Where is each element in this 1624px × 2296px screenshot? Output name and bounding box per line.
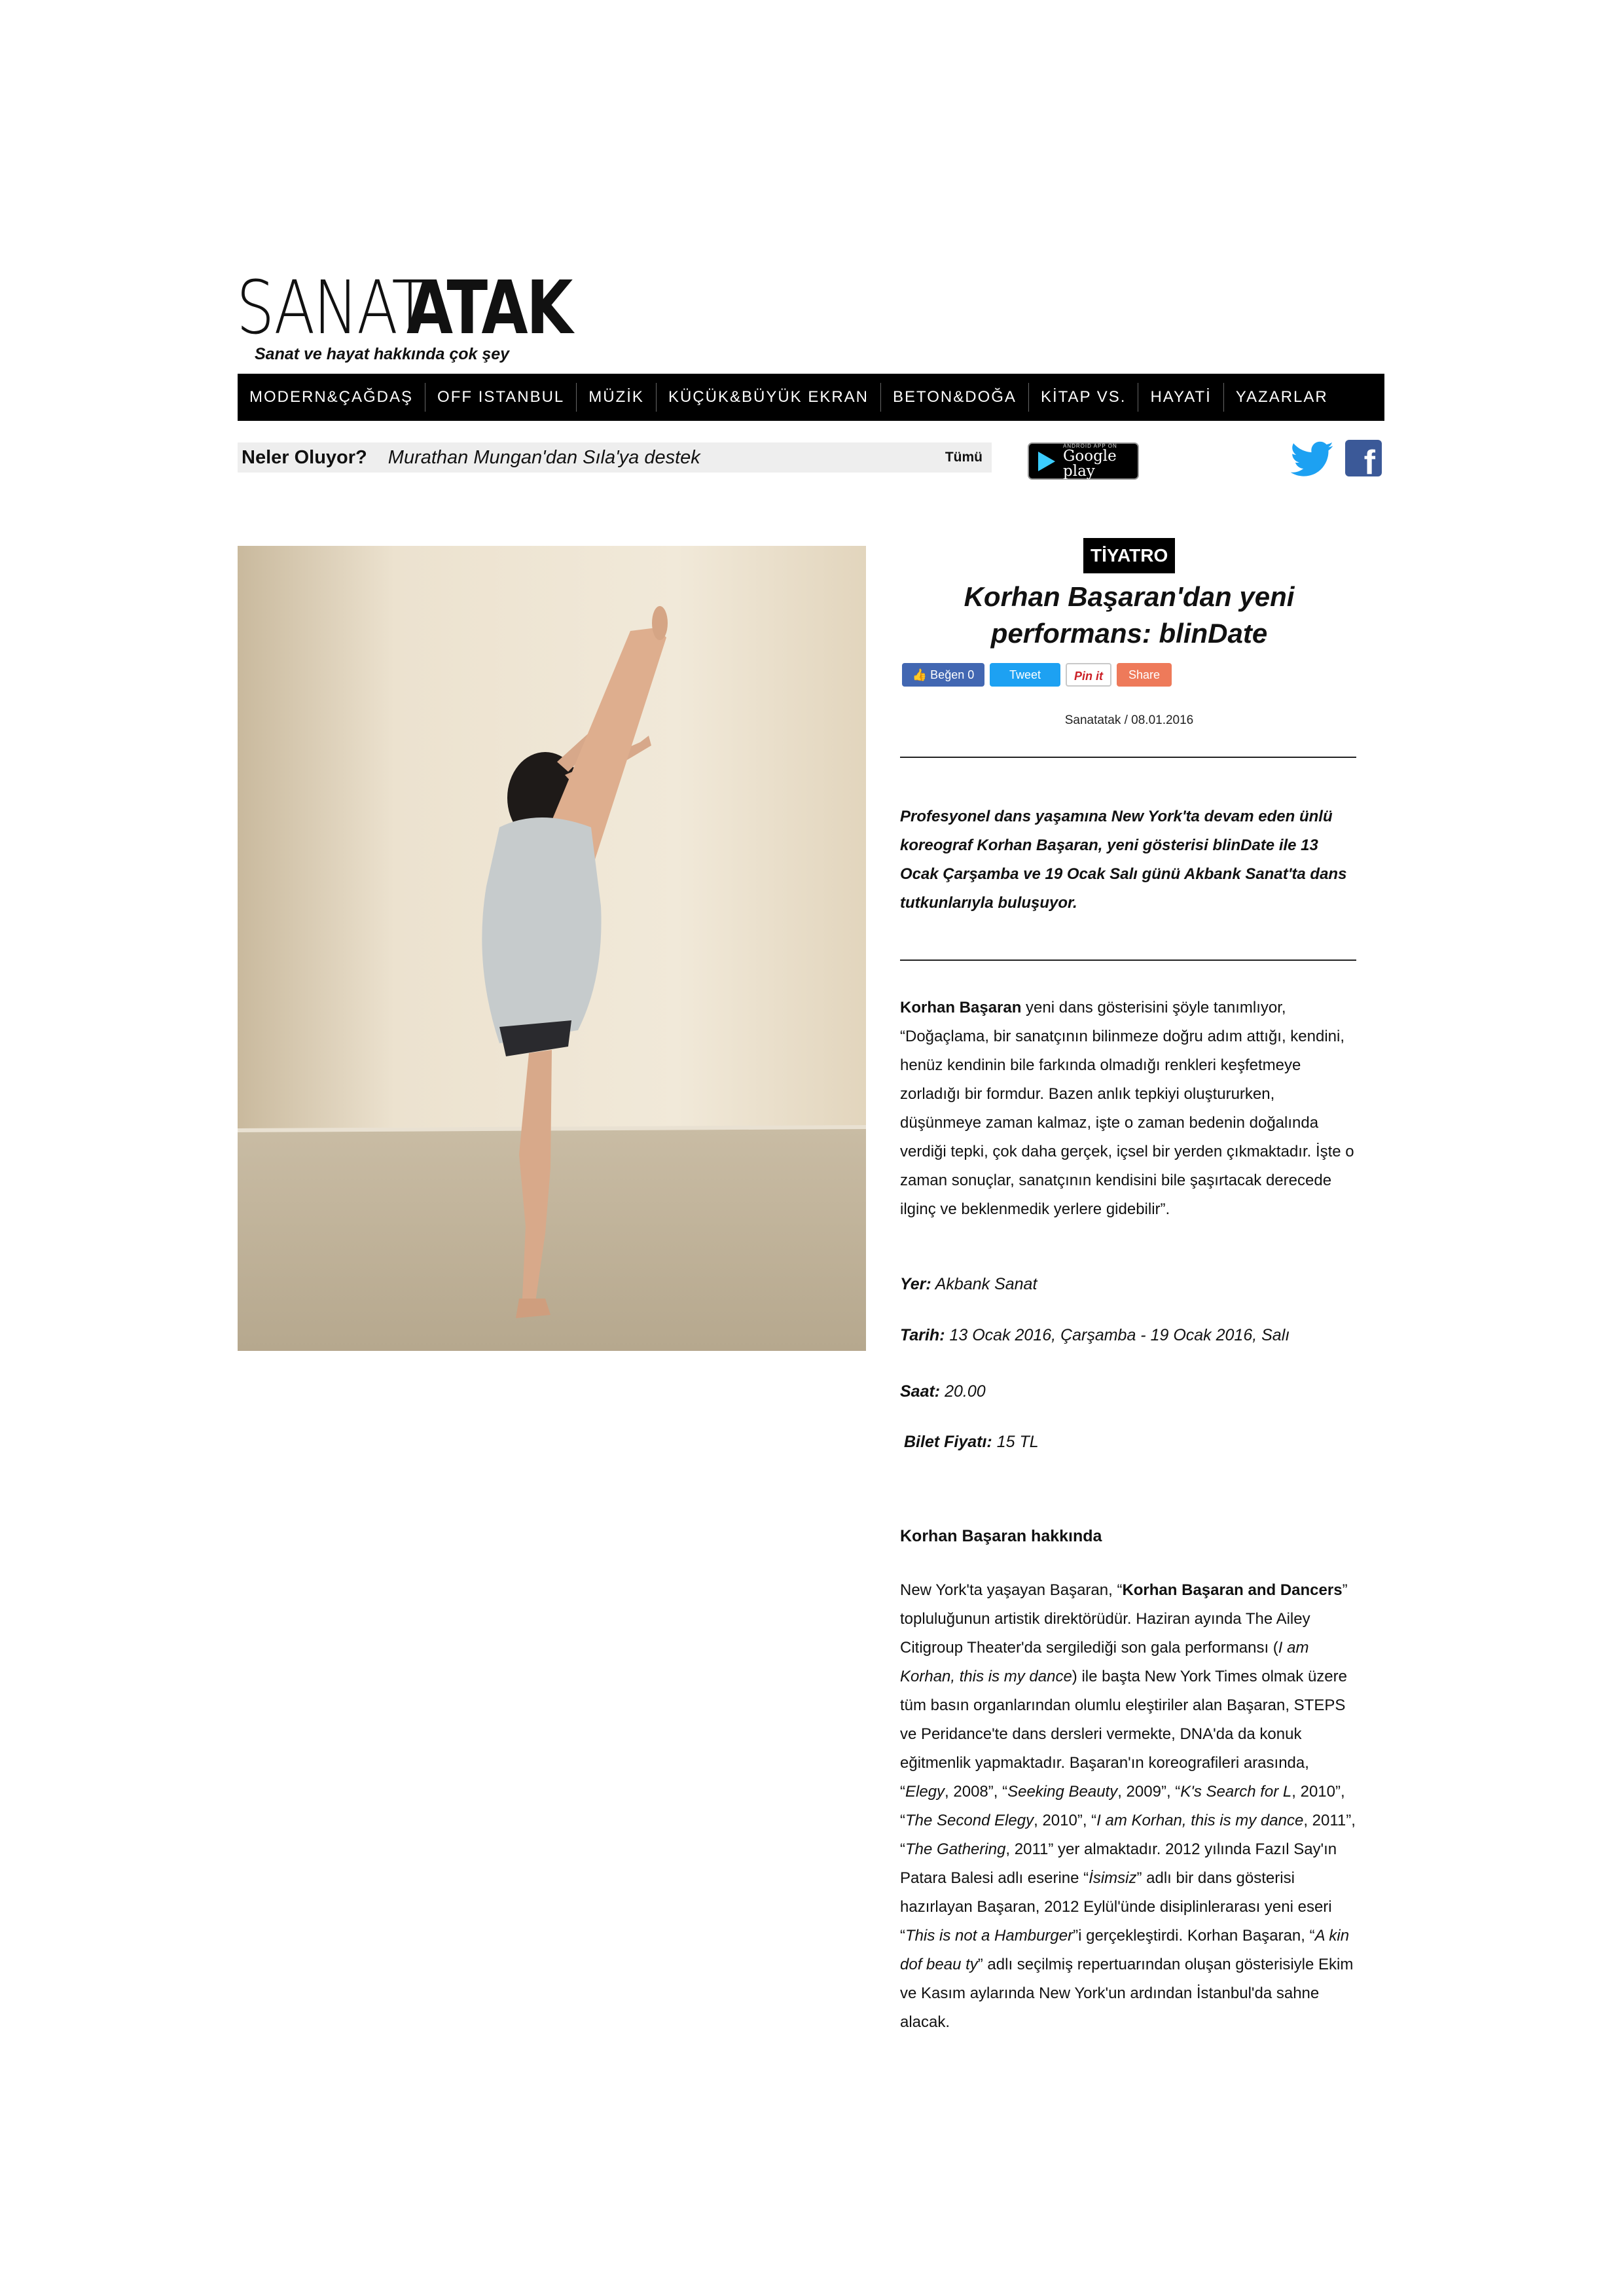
- ticker-label: Neler Oluyor?: [242, 446, 367, 468]
- logo-light-text: SANAT: [236, 266, 427, 351]
- article-photo: [238, 546, 866, 1351]
- nav-item-off-istanbul[interactable]: OFF ISTANBUL: [425, 383, 577, 412]
- about-italic-part: K's Search for L: [1180, 1783, 1292, 1801]
- share-label: Share: [1128, 668, 1161, 681]
- share-button[interactable]: [1117, 663, 1172, 687]
- about-italic-part: This is not a Hamburger: [905, 1927, 1074, 1945]
- info-place-label: Yer:: [900, 1275, 931, 1293]
- article-title-line-2: performans: blinDate: [990, 618, 1268, 649]
- site-logo[interactable]: [236, 266, 607, 351]
- info-time-label: Saat:: [900, 1382, 941, 1401]
- tweet-button[interactable]: [990, 663, 1060, 687]
- about-text-part: ”i gerçekleştirdi. Korhan Başaran, “: [1073, 1927, 1315, 1945]
- about-italic-part: Elegy: [905, 1783, 945, 1801]
- about-text-part: , 2009”, “: [1117, 1783, 1181, 1801]
- info-price-label: Bilet Fiyatı:: [904, 1433, 992, 1451]
- body-text: yeni dans gösterisini şöyle tanımlıyor, “Doğaçlama, bir sanatçının bilinmeze doğru adım attığı, kendini, henüz kendinin bile farkında olmadığı renkleri keşfetmeye zorladığı bir formdur. Bazen anlık tepkiyi oluştururken, düşünmeye zaman kalmaz, işte o zaman bedenin doğalında verdiği tepki, çok daha gerçek, içsel bir yerden çıkmaktadır. İşte o zaman sonuçlar, sanatçının kendisini bile şaşırtacak derecede ilginç ve beklenmedik yerlere gidebilir”.: [900, 999, 1354, 1218]
- article-byline: Sanatatak / 08.01.2016: [1064, 713, 1194, 727]
- info-date-value: 13 Ocak 2016, Çarşamba - 19 Ocak 2016, Salı: [945, 1326, 1290, 1344]
- about-text-part: , 2010”, “: [1034, 1812, 1097, 1829]
- about-italic-part: The Gathering: [905, 1840, 1006, 1858]
- about-italic-part: The Second Elegy: [905, 1812, 1034, 1829]
- category-badge[interactable]: TİYATRO: [1083, 538, 1175, 573]
- about-text-part: New York'ta yaşayan Başaran, “: [900, 1581, 1123, 1599]
- google-play-badge[interactable]: [1028, 442, 1139, 480]
- info-place: [900, 1275, 1358, 1294]
- about-heading: Korhan Başaran hakkında: [900, 1527, 1102, 1545]
- info-price: [904, 1433, 1362, 1452]
- google-play-icon: [1038, 452, 1055, 471]
- like-count: 0: [967, 668, 975, 681]
- google-play-text: Google play: [1063, 447, 1117, 480]
- nav-item-hayati[interactable]: HAYATİ: [1138, 383, 1223, 412]
- ticker-headline[interactable]: Murathan Mungan'dan Sıla'ya destek: [388, 446, 700, 468]
- about-italic-part: A kin dof beau ty: [900, 1927, 1350, 1973]
- nav-item-modern-cagdas[interactable]: MODERN&ÇAĞDAŞ: [238, 383, 425, 412]
- about-text-part: , 2010”, “: [900, 1783, 1345, 1829]
- like-label: Beğen: [930, 668, 965, 681]
- article-title: [900, 579, 1358, 652]
- ticker-all-link[interactable]: Tümü: [945, 450, 983, 465]
- about-text: [900, 1576, 1358, 2037]
- body-name: Korhan Başaran: [900, 999, 1022, 1016]
- about-text-part: ” adlı seçilmiş repertuarından oluşan gösterisiyle Ekim ve Kasım aylarında New York'un ardından İstanbul'da sahne alacak.: [900, 1956, 1354, 2031]
- about-text-part: ) ile başta New York Times olmak üzere tüm basın organlarından olumlu eleştiriler alan Başaran, STEPS ve Peridance'te dans dersleri vermekte, DNA'da da konuk eğitmenlik yapmaktadır. Başaran'ın koreografileri arasında, “: [900, 1668, 1347, 1801]
- nav-item-yazarlar[interactable]: YAZARLAR: [1235, 388, 1328, 406]
- facebook-icon[interactable]: f: [1345, 440, 1382, 476]
- main-nav: [238, 374, 1384, 421]
- divider-top: [900, 757, 1356, 758]
- twitter-icon[interactable]: [1291, 440, 1334, 479]
- divider-bottom: [900, 960, 1356, 961]
- about-italic-part: I am Korhan, this is my dance: [1096, 1812, 1304, 1829]
- nav-item-beton-doga[interactable]: BETON&DOĞA: [881, 383, 1029, 412]
- info-date: [900, 1326, 1358, 1345]
- about-text-part: , 2011” yer almaktadır. 2012 yılında Fazıl Say'ın Patara Balesi adlı eserine “: [900, 1840, 1337, 1887]
- nav-item-muzik[interactable]: MÜZİK: [577, 383, 657, 412]
- about-text-part: ” adlı bir dans gösterisi hazırlayan Başaran, 2012 Eylül'ünde disiplinlerarası yeni eseri “: [900, 1869, 1332, 1945]
- info-time-value: 20.00: [940, 1382, 986, 1401]
- nav-item-kucuk-buyuk-ekran[interactable]: KÜÇÜK&BÜYÜK EKRAN: [657, 383, 881, 412]
- nav-item-kitap-vs[interactable]: KİTAP VS.: [1029, 383, 1139, 412]
- thumbs-up-icon: 👍: [912, 668, 928, 681]
- site-tagline: Sanat ve hayat hakkında çok şey: [255, 345, 510, 363]
- info-time: [900, 1382, 1358, 1401]
- about-text-part: ” topluluğunun artistik direktörüdür. Haziran ayında The Ailey Citigroup Theater'da sergilediği son gala performansı (: [900, 1581, 1348, 1657]
- about-bold-part: Korhan Başaran and Dancers: [1122, 1581, 1343, 1599]
- info-price-value: 15 TL: [992, 1433, 1039, 1451]
- article-body: [900, 994, 1358, 1224]
- about-italic-part: İsimsiz: [1089, 1869, 1137, 1887]
- info-date-label: Tarih:: [900, 1326, 945, 1344]
- pinterest-button[interactable]: [1066, 663, 1111, 687]
- news-ticker: [238, 442, 992, 473]
- logo-bold-text: ATAK: [406, 266, 571, 351]
- about-text-part: , 2011”, “: [900, 1812, 1356, 1858]
- article-lead: Profesyonel dans yaşamına New York'ta devam eden ünlü koreograf Korhan Başaran, yeni gösterisi blinDate ile 13 Ocak Çarşamba ve 19 Ocak Salı günü Akbank Sanat'ta dans tutkunlarıyla buluşuyor.: [900, 808, 1347, 912]
- facebook-like-button[interactable]: [902, 663, 984, 687]
- pin-label: Pin it: [1074, 670, 1103, 683]
- article-title-line-1: Korhan Başaran'dan yeni: [964, 581, 1295, 612]
- about-italic-part: Seeking Beauty: [1007, 1783, 1118, 1801]
- tweet-label: Tweet: [1009, 668, 1041, 681]
- about-italic-part: I am Korhan, this is my dance: [900, 1639, 1309, 1685]
- info-place-value: Akbank Sanat: [931, 1275, 1038, 1293]
- google-play-small-text: ANDROID APP ON: [1063, 442, 1117, 449]
- about-text-part: , 2008”, “: [945, 1783, 1008, 1801]
